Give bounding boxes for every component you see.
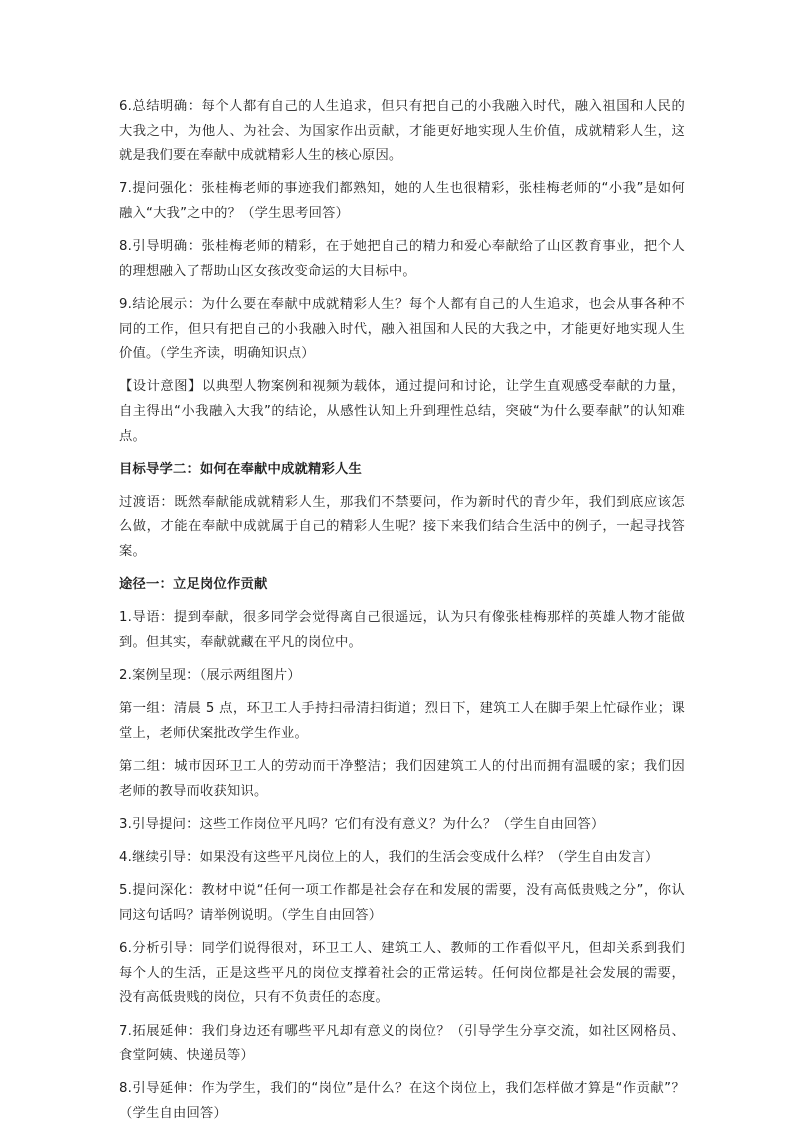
paragraph-intro: 1.导语：提到奉献，很多同学会觉得离自己很遥远，认为只有像张桂梅那样的英雄人物才能做到。但其实，奉献就藏在平凡的岗位中。 xyxy=(119,610,685,651)
paragraph-guide-extension: 8.引导延伸：作为学生，我们的“岗位”是什么？在这个岗位上，我们怎样做才算是“作贡献”？（学生自由回答） xyxy=(119,1081,685,1121)
section-heading-goal-two: 目标导学二：如何在奉献中成就精彩人生 xyxy=(119,461,362,477)
paragraph-continue-guide: 4.继续引导：如果没有这些平凡岗位上的人，我们的生活会变成什么样？（学生自由发言） xyxy=(119,850,659,866)
section-heading-path-one: 途径一：立足岗位作贡献 xyxy=(119,577,268,593)
paragraph-design-intent: 【设计意图】以典型人物案例和视频为载体，通过提问和讨论，让学生直观感受奉献的力量，自主得出“小我融入大我”的结论，从感性认知上升到理性总结，突破“为什么要奉献”的认知难点。 xyxy=(119,379,685,444)
paragraph-group-two: 第二组：城市因环卫工人的劳动而干净整洁；我们因建筑工人的付出而拥有温暖的家；我们因老师的教导而收获知识。 xyxy=(119,759,685,799)
paragraph-transition: 过渡语：既然奉献能成就精彩人生，那我们不禁要问，作为新时代的青少年，我们到底应该怎么做，才能在奉献中成就属于自己的精彩人生呢？接下来我们结合生活中的例子，一起寻找答案。 xyxy=(119,494,685,560)
paragraph-analysis: 6.分析引导：同学们说得很对，环卫工人、建筑工人、教师的工作看似平凡，但却关系到我们每个人的生活，正是这些平凡的岗位支撑着社会的正常运转。任何岗位都是社会发展的需要，没有高低贵贱的岗位，只有不负责任的态度。 xyxy=(119,941,685,1006)
document-body xyxy=(119,95,685,1135)
paragraph-guide-clarify: 8.引导明确：张桂梅老师的精彩，在于她把自己的精力和爱心奉献给了山区教育事业，把个人的理想融入了帮助山区女孩改变命运的大目标中。 xyxy=(119,239,685,279)
paragraph-question-reinforce: 7.提问强化：张桂梅老师的事迹我们都熟知，她的人生也很精彩，张桂梅老师的“小我”是如何融入“大我”之中的？（学生思考回答） xyxy=(119,181,685,221)
paragraph-group-one: 第一组：清晨 5 点，环卫工人手持扫帚清扫街道；烈日下，建筑工人在脚手架上忙碌作业；课堂上，老师伏案批改学生作业。 xyxy=(119,701,685,741)
paragraph-deepen-question: 5.提问深化：教材中说“任何一项工作都是社会存在和发展的需要，没有高低贵贱之分”，你认同这句话吗？请举例说明。（学生自由回答） xyxy=(119,883,685,923)
paragraph-extension: 7.拓展延伸：我们身边还有哪些平凡却有意义的岗位？（引导学生分享交流，如社区网格员、食堂阿姨、快递员等） xyxy=(119,1023,685,1064)
paragraph-conclusion: 9.结论展示：为什么要在奉献中成就精彩人生？每个人都有自己的人生追求，也会从事各种不同的工作，但只有把自己的小我融入时代，融入祖国和人民的大我之中，才能更好地实现人生价值。（学生齐读，明确知识点） xyxy=(119,296,685,362)
paragraph-guide-question: 3.引导提问：这些工作岗位平凡吗？它们有没有意义？为什么？（学生自由回答） xyxy=(119,816,605,832)
paragraph-summary: 6.总结明确：每个人都有自己的人生追求，但只有把自己的小我融入时代，融入祖国和人民的大我之中，为他人、为社会、为国家作出贡献，才能更好地实现人生价值，成就精彩人生，这就是我们要在奉献中成就精彩人生的核心原因。 xyxy=(119,99,685,164)
paragraph-case-present: 2.案例呈现：（展示两组图片） xyxy=(119,668,301,684)
